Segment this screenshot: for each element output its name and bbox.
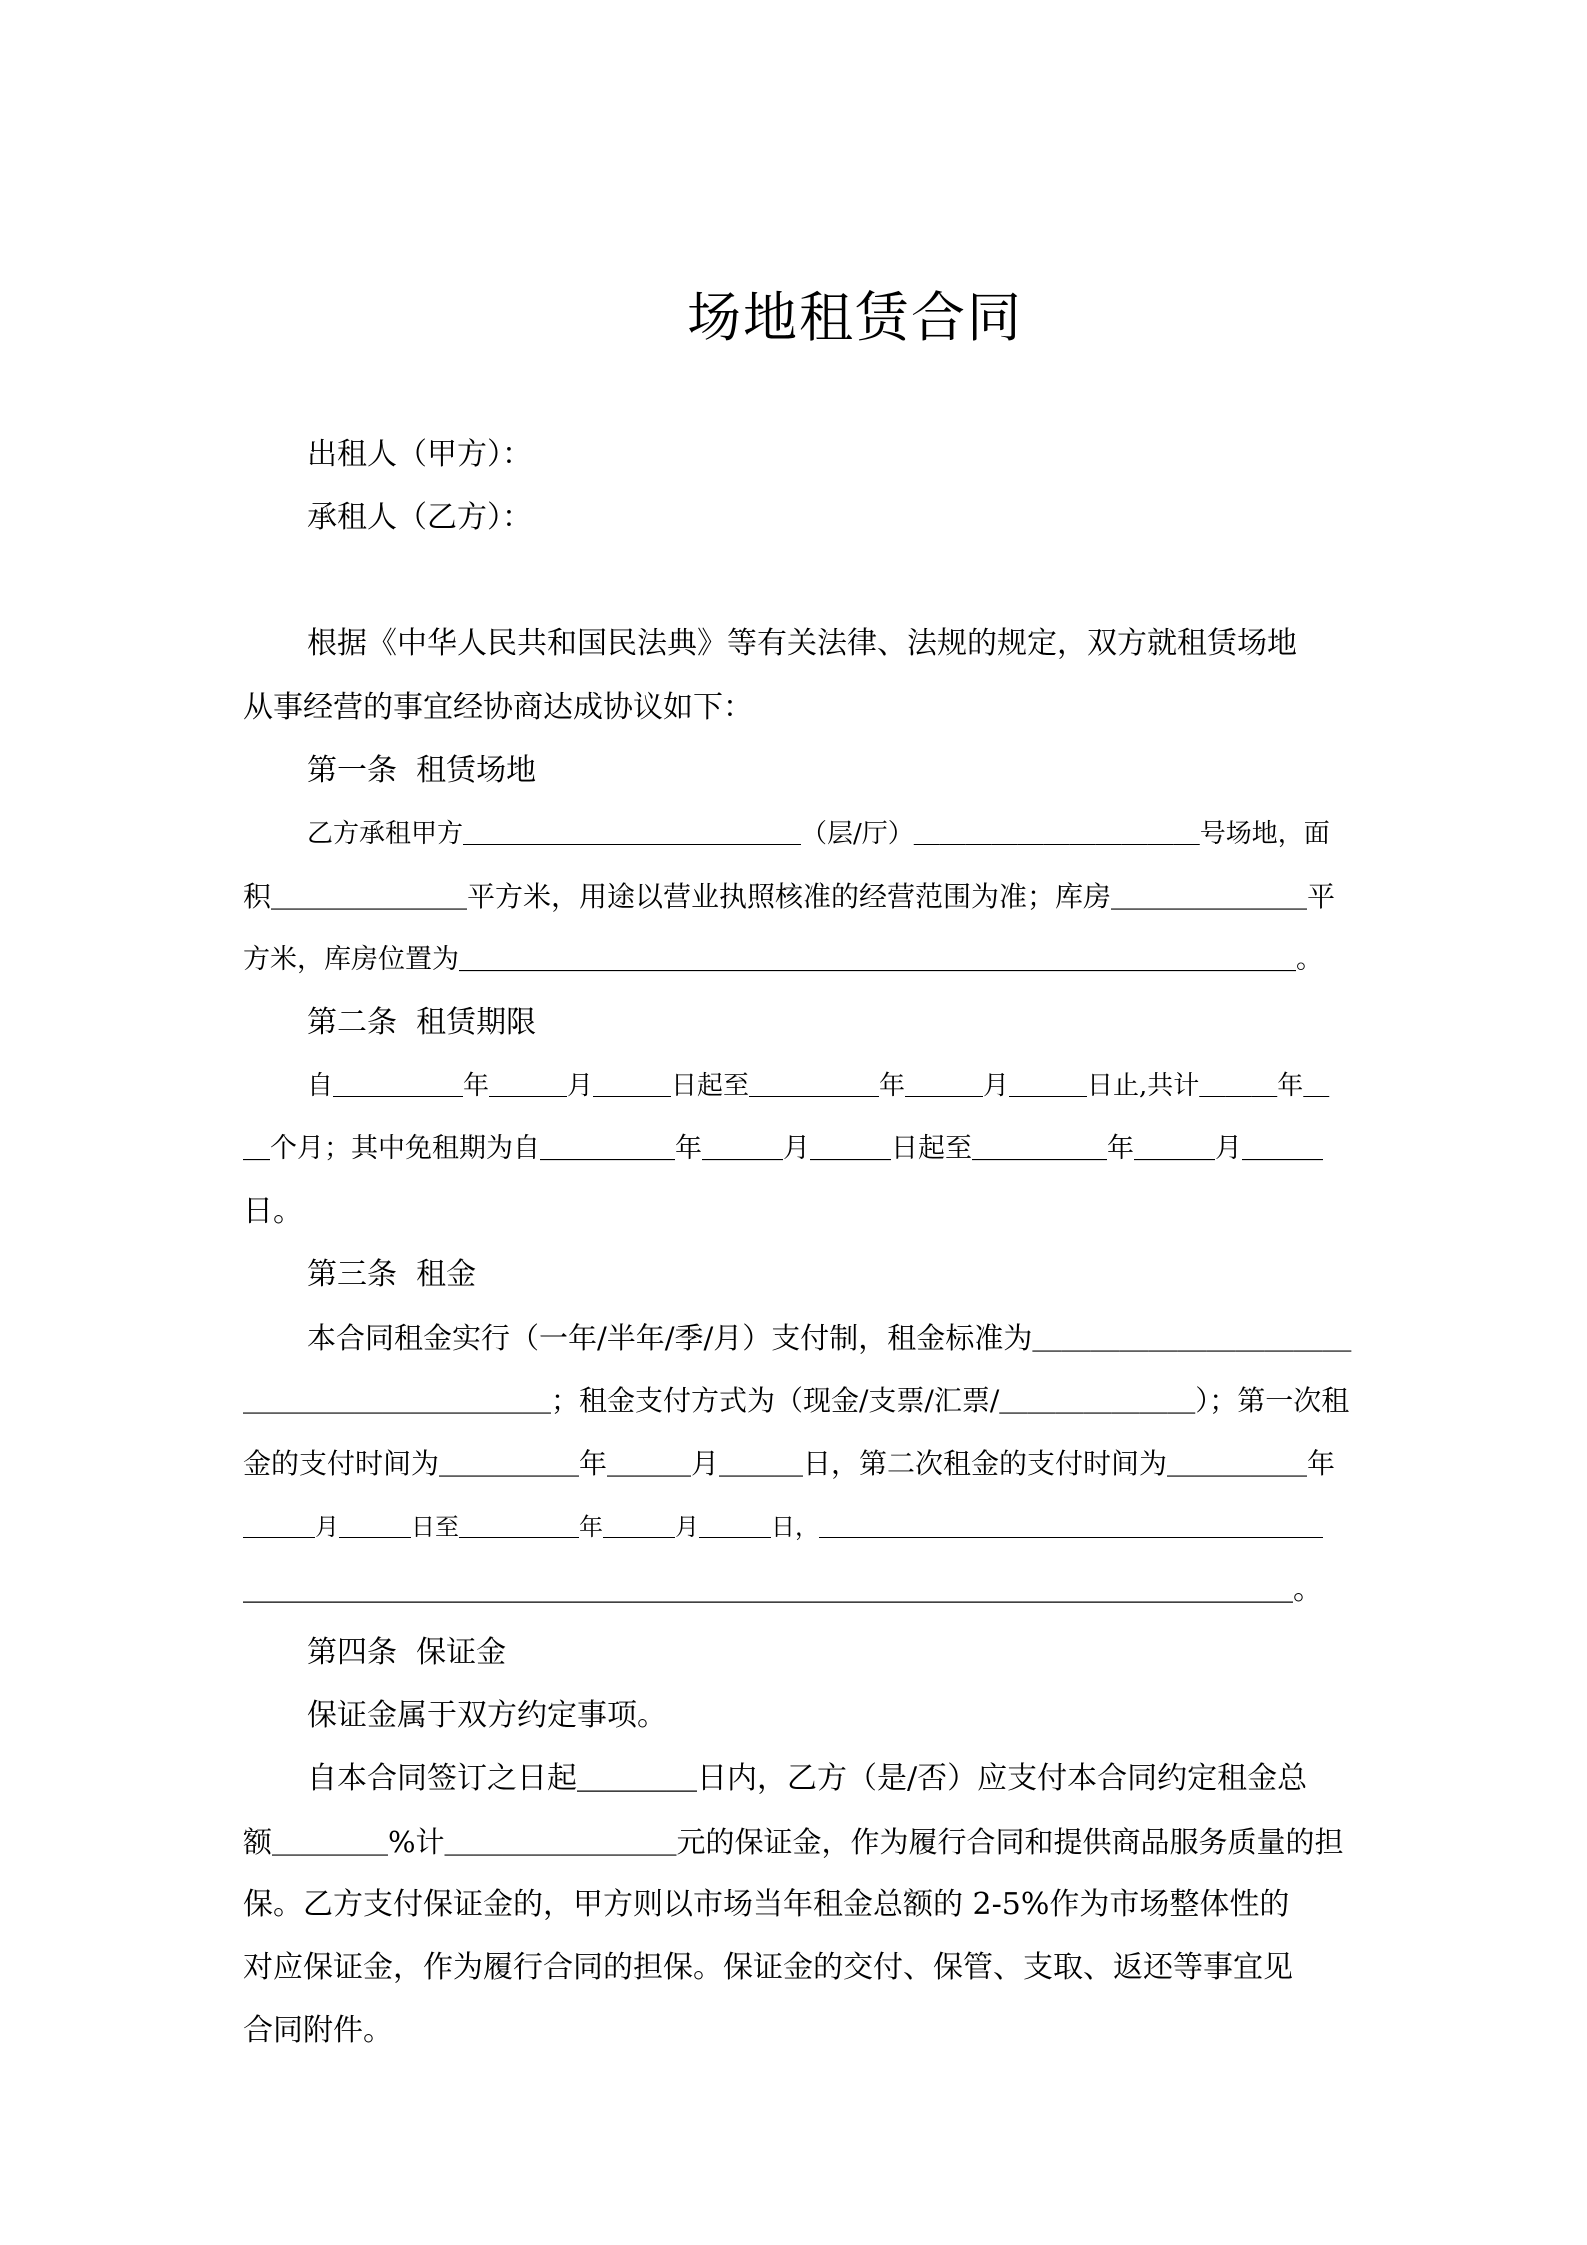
article-3-line-5: ＿＿＿＿＿＿＿＿＿＿＿＿＿＿＿＿＿＿＿＿＿＿＿＿＿＿＿＿＿＿＿＿＿＿＿。 <box>243 1572 1323 1607</box>
article-4-line-5: 合同附件。 <box>243 2013 393 2048</box>
article-2-line-2: ＿个月；其中免租期为自＿＿＿＿＿年＿＿＿月＿＿＿日起至＿＿＿＿＿年＿＿＿月＿＿＿ <box>243 1133 1323 1164</box>
article-2-line-1: 自＿＿＿＿＿年＿＿＿月＿＿＿日起至＿＿＿＿＿年＿＿＿月＿＿＿日止,共计＿＿＿年＿ <box>307 1071 1330 1101</box>
article-3-heading: 第三条 租金 <box>307 1257 477 1292</box>
article-4-line-1: 自本合同签订之日起＿＿＿＿日内，乙方（是/否）应支付本合同约定租金总 <box>307 1761 1308 1796</box>
article-3-line-3: 金的支付时间为＿＿＿＿＿年＿＿＿月＿＿＿日，第二次租金的支付时间为＿＿＿＿＿年 <box>243 1447 1336 1480</box>
article-4-heading: 第四条 保证金 <box>307 1635 507 1670</box>
preamble-line-2: 从事经营的事宜经协商达成协议如下： <box>243 690 753 725</box>
article-1-line-2: 积＿＿＿＿＿＿＿平方米，用途以营业执照核准的经营范围为准；库房＿＿＿＿＿＿＿平 <box>243 880 1336 913</box>
article-4-line-4: 对应保证金，作为履行合同的担保。保证金的交付、保管、支取、返还等事宜见 <box>243 1950 1293 1985</box>
article-2-line-3: 日。 <box>243 1194 303 1229</box>
document-title: 场地租赁合同 <box>687 286 1023 349</box>
article-4-line-2: 额＿＿＿＿%计＿＿＿＿＿＿＿＿元的保证金，作为履行合同和提供商品服务质量的担 <box>243 1825 1344 1859</box>
lessee-label: 承租人（乙方）： <box>307 500 532 535</box>
article-1-line-1: 乙方承租甲方＿＿＿＿＿＿＿＿＿＿＿＿＿（层/厅）＿＿＿＿＿＿＿＿＿＿＿号场地，面 <box>307 819 1330 849</box>
article-3-line-1: 本合同租金实行（一年/半年/季/月）支付制，租金标准为＿＿＿＿＿＿＿＿＿＿＿ <box>307 1321 1352 1355</box>
article-2-heading: 第二条 租赁期限 <box>307 1005 537 1040</box>
article-1-heading: 第一条 租赁场地 <box>307 753 537 788</box>
article-3-line-2: ＿＿＿＿＿＿＿＿＿＿＿；租金支付方式为（现金/支票/汇票/＿＿＿＿＿＿＿）；第一次租 <box>243 1384 1350 1417</box>
preamble-line-1: 根据《中华人民共和国民法典》等有关法律、法规的规定，双方就租赁场地 <box>307 626 1297 661</box>
lessor-label: 出租人（甲方）： <box>307 437 532 472</box>
article-1-line-3: 方米，库房位置为＿＿＿＿＿＿＿＿＿＿＿＿＿＿＿＿＿＿＿＿＿＿＿＿＿＿＿＿＿＿＿。 <box>243 944 1323 975</box>
article-3-line-4: ＿＿＿月＿＿＿日至＿＿＿＿＿年＿＿＿月＿＿＿日，＿＿＿＿＿＿＿＿＿＿＿＿＿＿＿＿＿＿＿＿＿ <box>243 1513 1323 1541</box>
article-4-line-3: 保。乙方支付保证金的，甲方则以市场当年租金总额的 2-5%作为市场整体性的 <box>243 1887 1290 1922</box>
article-4-intro: 保证金属于双方约定事项。 <box>307 1698 667 1733</box>
